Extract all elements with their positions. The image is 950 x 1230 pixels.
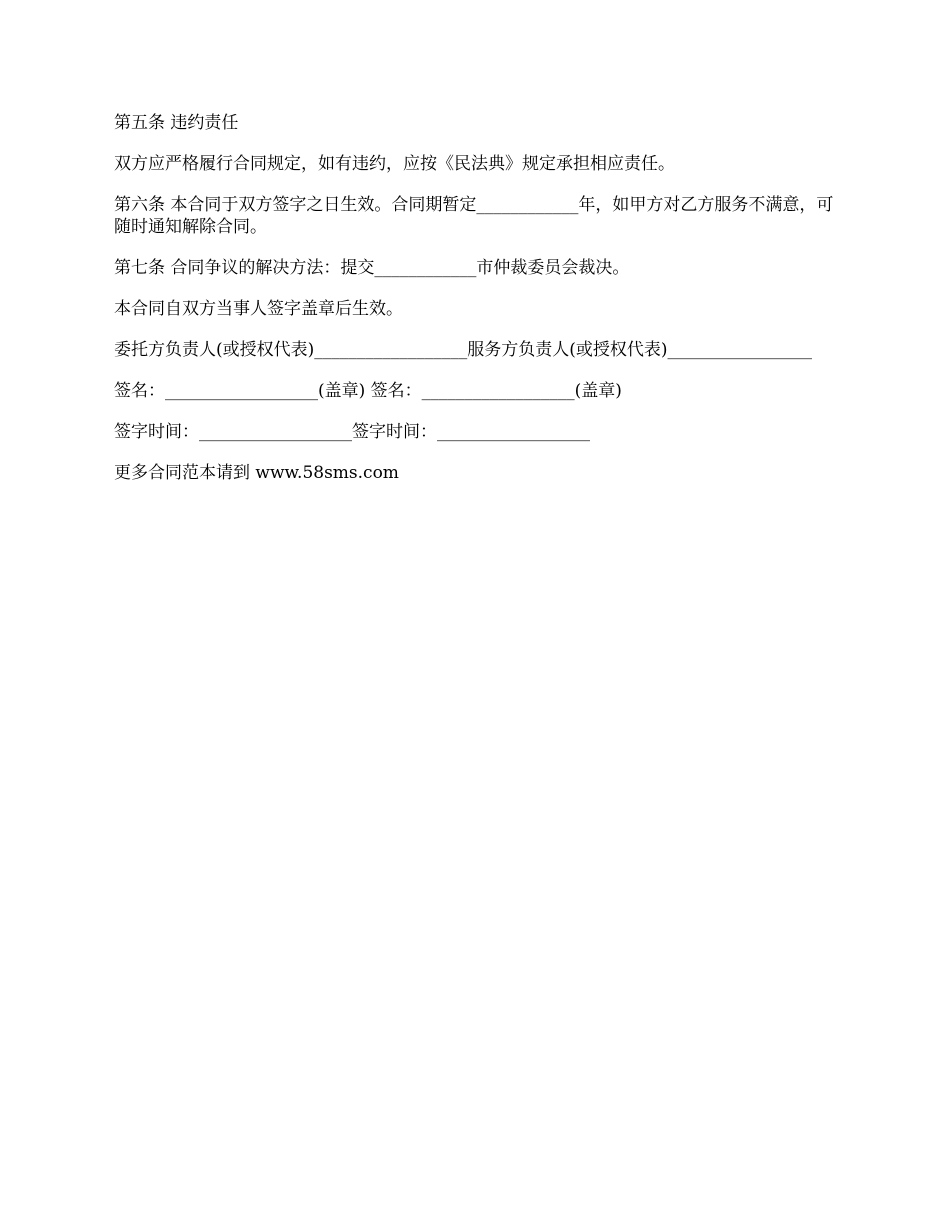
document-body (114, 112, 836, 503)
signature-line: 签名：__________________(盖章) 签名：__________________(盖章) (114, 381, 622, 401)
article-6-text: 第六条 本合同于双方签字之日生效。合同期暂定____________年，如甲方对乙方服务不满意，可随时通知解除合同。 (114, 195, 834, 237)
signing-date-line: 签字时间：__________________签字时间：__________________ (114, 422, 590, 442)
article-5-text: 双方应严格履行合同规定，如有违约，应按《民法典》规定承担相应责任。 (114, 154, 675, 174)
article-7-text: 第七条 合同争议的解决方法：提交____________市仲裁委员会裁决。 (114, 258, 630, 278)
footer-link-text: 更多合同范本请到 www.58sms.com (114, 463, 399, 483)
article-5-heading: 第五条 违约责任 (114, 113, 239, 133)
effective-clause: 本合同自双方当事人签字盖章后生效。 (114, 299, 403, 319)
representatives-line: 委托方负责人(或授权代表)__________________服务方负责人(或授权代表)_________________ (114, 340, 813, 360)
